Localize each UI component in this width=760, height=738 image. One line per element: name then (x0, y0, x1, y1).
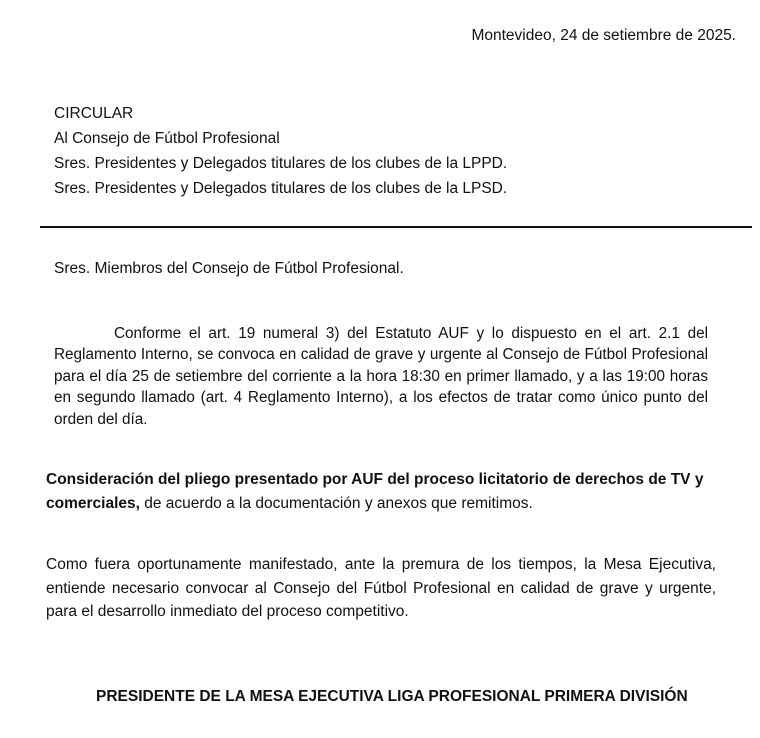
circular-label: CIRCULAR (54, 105, 134, 122)
convocation-paragraph: Conforme el art. 19 numeral 3) del Estatuto AUF y lo dispuesto en el art. 2.1 del Reglamento Interno, se convoca en calidad de grave y urgente al Consejo de Fútbol Profesional para el día 25 de setiembre del corriente a la hora 18:30 en primer llamado, y a las 19:00 horas en segundo llamado (art. 4 Reglamento Interno), a los efectos de tratar como único punto del orden del día. (54, 325, 708, 428)
agenda-item-bold: Consideración del pliego presentado por AUF del proceso licitatorio de derechos de TV y comerciales, (46, 471, 704, 512)
agenda-item-rest: de acuerdo a la documentación y anexos que remitimos. (139, 495, 533, 512)
salutation: Sres. Miembros del Consejo de Fútbol Profesional. (54, 260, 404, 277)
justification-paragraph: Como fuera oportunamente manifestado, ante la premura de los tiempos, la Mesa Ejecutiva, entiende necesario convocar al Consejo del Fútbol Profesional en calidad de grave y urgente, para el desarrollo inmediato del proceso competitivo. (46, 556, 716, 620)
horizontal-divider (40, 226, 752, 228)
addressee-lpsd: Sres. Presidentes y Delegados titulares de los clubes de la LPSD. (54, 180, 508, 197)
signature-title: PRESIDENTE DE LA MESA EJECUTIVA LIGA PROFESIONAL PRIMERA DIVISIÓN (96, 688, 688, 705)
document-date: Montevideo, 24 de setiembre de 2025. (471, 27, 736, 44)
agenda-paragraph (46, 468, 721, 516)
addressee-lppd: Sres. Presidentes y Delegados titulares de los clubes de la LPPD. (54, 155, 508, 172)
addressee-block (54, 101, 507, 201)
addressee-council: Al Consejo de Fútbol Profesional (54, 130, 280, 147)
